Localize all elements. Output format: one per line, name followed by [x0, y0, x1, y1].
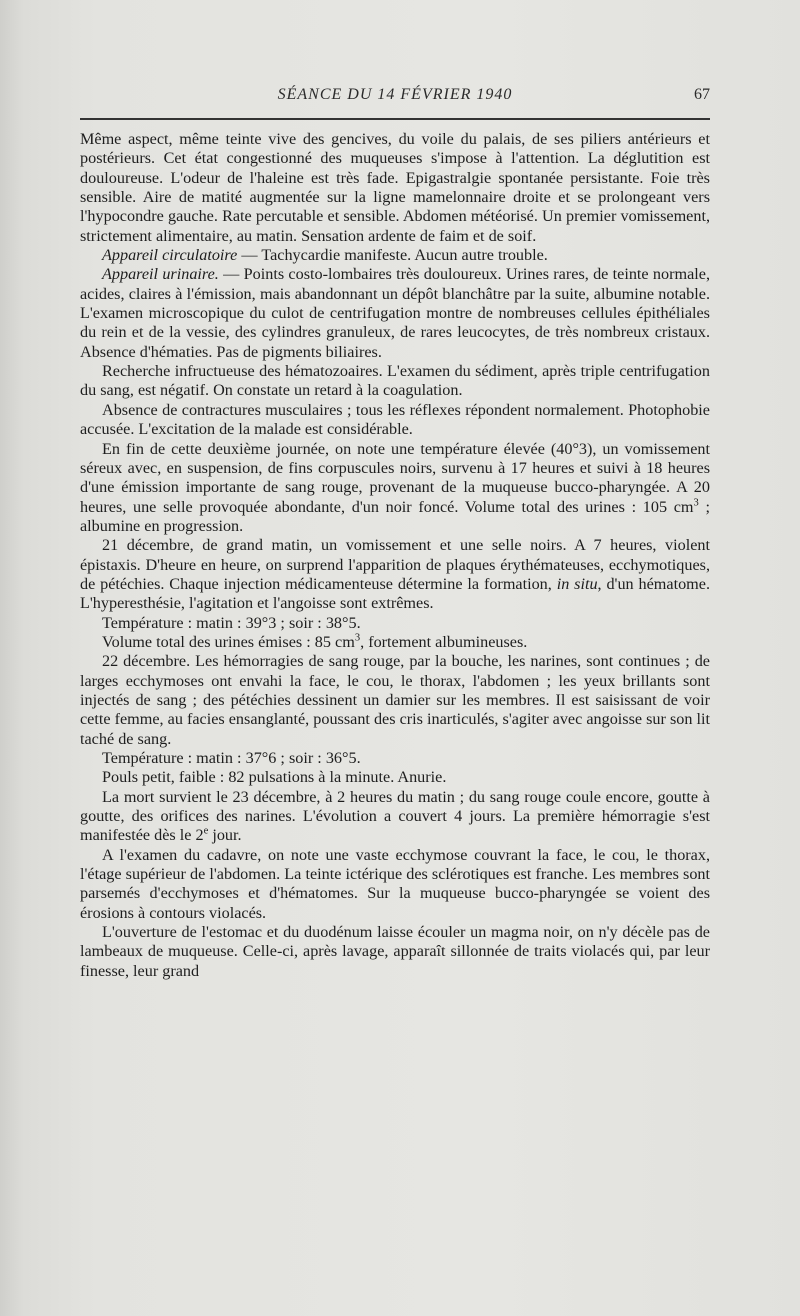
text-segment: ; albumine en progression. [80, 497, 710, 535]
text-segment: A l'examen du cadavre, on note une vaste ecchymose couvrant la face, le cou, le thorax, l'étage supérieur de l'abdomen. La teinte ictérique des sclérotiques est franche. Les membres sont parsemés d'ecchymoses et d'hématomes. Sur la muqueuse bucco-pharyngée se voient des érosions à contours violacés. [80, 845, 710, 922]
paragraph [80, 652, 710, 749]
superscript: 3 [354, 632, 361, 644]
italic-text: Appareil urinaire. [102, 265, 219, 284]
running-title: SÉANCE DU 14 FÉVRIER 1940 [277, 86, 513, 103]
text-segment: Absence de contractures musculaires ; tous les réflexes répondent normalement. Photophobie accusée. L'excitation de la malade est considérable. [80, 400, 710, 439]
text-segment: L'ouverture de l'estomac et du duodénum laisse écouler un magma noir, on n'y décèle pas de lambeaux de muqueuse. Celle-ci, après lavage, apparaît sillonnée de traits violacés qui, par leur finesse, leur grand [80, 923, 710, 980]
paragraph [80, 749, 710, 768]
paragraph [80, 788, 710, 846]
paragraph [80, 130, 710, 246]
paragraph [80, 923, 710, 981]
page-header [80, 86, 710, 116]
text-segment: jour. [208, 826, 242, 845]
text-segment: Volume total des urines émises : 85 cm [102, 632, 355, 651]
text-segment: Température : matin : 39°3 ; soir : 38°5. [102, 613, 361, 632]
text-segment: Température : matin : 37°6 ; soir : 36°5. [102, 749, 361, 767]
body-text [80, 130, 710, 981]
italic-text: Appareil circulatoire [102, 246, 238, 265]
text-segment: Pouls petit, faible : 82 pulsations à la minute. Anurie. [102, 768, 447, 787]
text-segment: Recherche infructueuse des hématozoaires. L'examen du sédiment, après triple centrifugation du sang, est négatif. On constate un retard à la coagulation. [80, 362, 710, 400]
paragraph [80, 265, 710, 362]
page-number: 67 [694, 86, 710, 103]
text-segment: , fortement albumineuses. [360, 632, 528, 651]
superscript: 3 [693, 497, 699, 509]
superscript: e [203, 825, 209, 837]
paragraph [80, 846, 710, 923]
paragraph [80, 362, 710, 401]
text-segment: 22 décembre. Les hémorragies de sang rouge, par la bouche, les narines, sont continues ; de larges ecchymoses ont envahi la face, le cou, le thorax, l'abdomen ; les yeux brillants sont injectés de sang ; des pétéchies dessinent un damier sur les membres. Il est saisissant de voir cette femme, au facies ensanglanté, poussant des cris inarticulés, s'agiter avec angoisse sur son lit taché de sang. [80, 652, 710, 748]
text-segment: — Points costo-lombaires très douloureux. Urines rares, de teinte normale, acides, claires à l'émission, mais abandonnant un dépôt blanchâtre par la suite, albumine notable. L'examen microscopique du culot de centrifugation montre de nombreuses cellules épithéliales du rein et de la vessie, des cylindres granuleux, de rares leucocytes, de très nombreux cristaux. Absence d'hématies. Pas de pigments biliaires. [80, 265, 710, 361]
paragraph [80, 440, 710, 537]
text-segment: — Tachycardie manifeste. Aucun autre trouble. [237, 246, 548, 265]
text-segment: En fin de cette deuxième journée, on note une température élevée (40°3), un vomissement séreux avec, en suspension, de fins corpuscules noirs, survenu à 17 heures et suivi à 18 heures d'une émission importante de sang rouge, provenant de la muqueuse bucco-pharyngée. A 20 heures, une selle provoquée abondante, d'un noir foncé. Volume total des urines : 105 cm [80, 439, 710, 516]
text-segment: 21 décembre, de grand matin, un vomissement et une selle noirs. A 7 heures, violent épistaxis. D'heure en heure, on surprend l'apparition de plaques érythémateuses, ecchymotiques, de pétéchies. Chaque injection médicamenteuse détermine la formation, [80, 536, 710, 593]
paragraph [80, 401, 710, 440]
paragraph [80, 536, 710, 613]
text-segment: La mort survient le 23 décembre, à 2 heures du matin ; du sang rouge coule encore, goutte à goutte, des orifices des narines. L'évolution a couvert 4 jours. La première hémorragie s'est manifestée dès le 2 [80, 787, 710, 845]
paragraph [80, 633, 710, 652]
italic-text: in situ [556, 574, 598, 593]
text-segment: Même aspect, même teinte vive des gencives, du voile du palais, de ses piliers antérieurs et postérieurs. Cet état congestionné des muqueuses s'impose à l'attention. La déglutition est douloureuse. L'odeur de l'haleine est très fade. Epigastralgie spontanée persistante. Foie très sensible. Aire de matité augmentée sur la ligne mamelonnaire droite et se prolongeant vers l'hypocondre gauche. Rate percutable et sensible. Abdomen météorisé. Un premier vomissement, strictement alimentaire, au matin. Sensation ardente de faim et de soif. [80, 130, 710, 245]
paragraph [80, 768, 710, 787]
paragraph [80, 614, 710, 633]
text-segment: , d'un hématome. L'hyperesthésie, l'agitation et l'angoisse sont extrêmes. [80, 574, 710, 613]
paragraph [80, 246, 710, 265]
header-rule [80, 118, 710, 120]
